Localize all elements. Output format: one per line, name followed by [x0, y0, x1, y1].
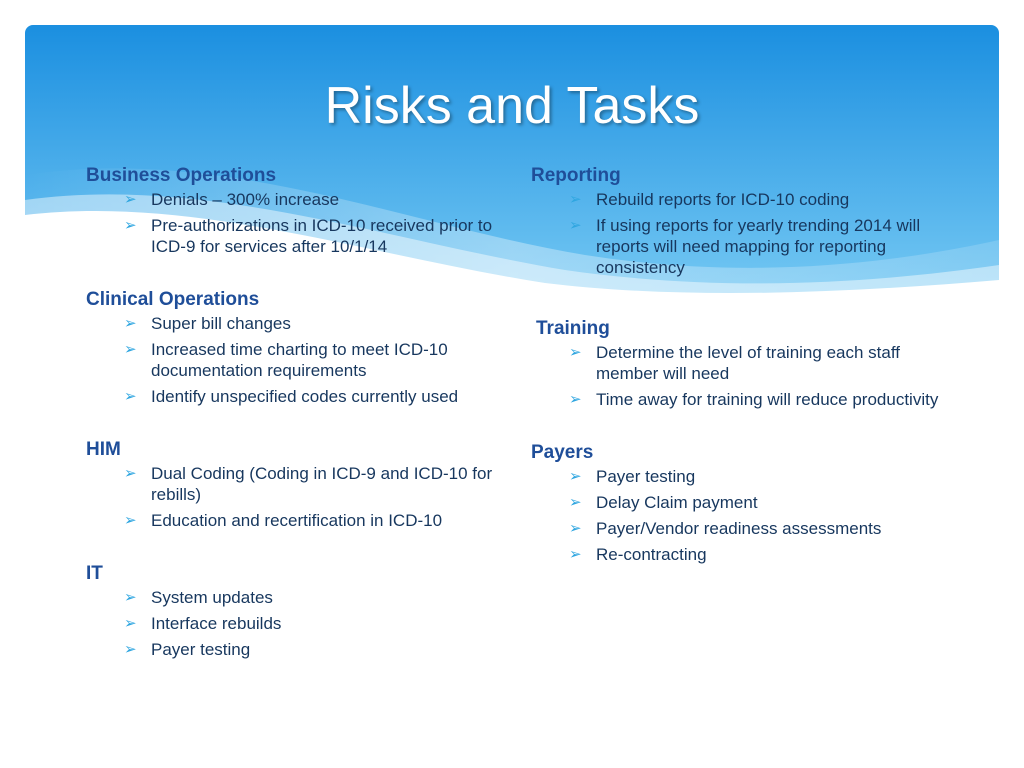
- section-heading: Training: [536, 318, 610, 339]
- arrow-bullet-icon: ➢: [569, 468, 582, 485]
- arrow-bullet-icon: ➢: [569, 391, 582, 408]
- section-clinical-operations: [86, 287, 506, 407]
- bullet-list: [86, 313, 506, 407]
- list-item: ➢ Time away for training will reduce productivity: [569, 390, 939, 409]
- list-item: ➢ System updates: [124, 588, 273, 607]
- arrow-bullet-icon: ➢: [569, 520, 582, 537]
- arrow-bullet-icon: ➢: [124, 388, 137, 405]
- arrow-bullet-icon: ➢: [124, 512, 137, 529]
- list-item: ➢ Interface rebuilds: [124, 614, 282, 633]
- arrow-bullet-icon: ➢: [124, 615, 137, 632]
- arrow-bullet-icon: ➢: [124, 465, 137, 482]
- section-heading: HIM: [86, 439, 121, 460]
- section-heading: IT: [86, 563, 103, 584]
- section-heading: Reporting: [531, 165, 621, 186]
- bullet-list: [86, 189, 506, 257]
- list-item: ➢ Payer/Vendor readiness assessments: [569, 519, 882, 538]
- arrow-bullet-icon: ➢: [569, 217, 582, 234]
- section-reporting: [531, 163, 951, 278]
- arrow-bullet-icon: ➢: [569, 344, 582, 361]
- section-heading: Payers: [531, 442, 594, 463]
- right-column: [531, 163, 951, 570]
- section-it: [86, 561, 506, 660]
- list-item: ➢ Payer testing: [124, 640, 251, 659]
- section-him: [86, 437, 506, 531]
- section-business-operations: [86, 163, 506, 257]
- section-payers: [531, 440, 951, 565]
- arrow-bullet-icon: ➢: [124, 315, 137, 332]
- bullet-list: [531, 466, 951, 565]
- list-item: ➢ Re-contracting: [569, 545, 707, 564]
- left-column: [86, 163, 506, 665]
- arrow-bullet-icon: ➢: [569, 494, 582, 511]
- bullet-list: [531, 189, 951, 278]
- list-item: ➢ Determine the level of training each staff member will need: [569, 343, 900, 383]
- list-item: ➢ Super bill changes: [124, 314, 291, 333]
- bullet-list: [86, 463, 506, 531]
- bullet-list: [86, 587, 506, 660]
- list-item: ➢ Increased time charting to meet ICD-10 documentation requirements: [124, 340, 448, 380]
- list-item: ➢ Rebuild reports for ICD-10 coding: [569, 190, 850, 209]
- list-item: ➢ Identify unspecified codes currently used: [124, 387, 459, 406]
- page-title: Risks and Tasks: [324, 77, 700, 135]
- arrow-bullet-icon: ➢: [569, 191, 582, 208]
- list-item: ➢ Dual Coding (Coding in ICD-9 and ICD-10 for rebills): [124, 464, 493, 504]
- arrow-bullet-icon: ➢: [124, 217, 137, 234]
- section-heading: Clinical Operations: [86, 289, 260, 310]
- list-item: ➢ Education and recertification in ICD-10: [124, 511, 443, 530]
- arrow-bullet-icon: ➢: [569, 546, 582, 563]
- list-item: ➢ Pre-authorizations in ICD-10 received prior to ICD-9 for services after 10/1/14: [124, 216, 493, 256]
- list-item: ➢ Denials – 300% increase: [124, 190, 340, 209]
- arrow-bullet-icon: ➢: [124, 191, 137, 208]
- list-item: ➢ Delay Claim payment: [569, 493, 758, 512]
- arrow-bullet-icon: ➢: [124, 341, 137, 358]
- bullet-list: [536, 342, 951, 410]
- arrow-bullet-icon: ➢: [124, 589, 137, 606]
- section-heading: Business Operations: [86, 165, 277, 186]
- list-item: ➢ If using reports for yearly trending 2014 will reports will need mapping for reporting consistency: [569, 216, 921, 277]
- section-training: [531, 316, 951, 410]
- arrow-bullet-icon: ➢: [124, 641, 137, 658]
- list-item: ➢ Payer testing: [569, 467, 696, 486]
